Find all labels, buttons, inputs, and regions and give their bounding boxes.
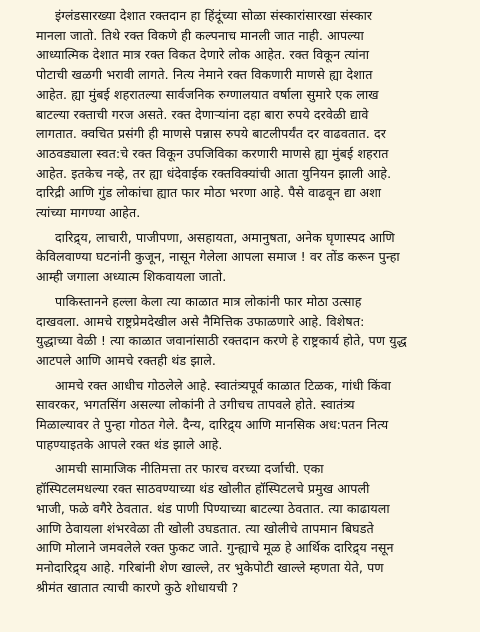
text-line: आठवड्याला स्वत:चे रक्त विकून उपजिविका करणारी माणसे ह्या मुंबई शहरात — [36, 145, 389, 161]
text-line: पाहण्याइतके आपले रक्त थंड झाले आहे. — [36, 436, 223, 452]
text-line: भाजी, फळे वगैरे ठेवतात. थंड पाणी पिण्याच्या बाटल्या ठेवतात. त्या काढायला — [36, 500, 390, 516]
text-line: केविलवाण्या घटनांनी कुजून, नासून गेलेला आपला समाज ! वर तोंड करून पुन्हा — [36, 249, 400, 265]
text-line: इंग्लंडसारख्या देशात रक्तदान हा हिंदूंच्या सोळा संस्कारांसारखा संस्कार — [55, 8, 373, 23]
text-line: मानला जातो. तिथे रक्त विकणे ही कल्पनाच मानली जात नाही. आपल्या — [36, 27, 364, 43]
paragraph-5 — [17, 459, 466, 597]
text-line: आध्यात्मिक देशात मात्र रक्त विकत देणारे लोक आहेत. रक्त विकून त्यांना — [36, 47, 370, 63]
paragraph-2 — [17, 228, 466, 287]
text-line: लागतात. क्वचित प्रसंगी ही माणसे पन्नास रुपये बाटलीपर्यंत दर वाढवतात. दर — [36, 126, 387, 142]
text-line: मनोदारिद्र्य आहे. गरिबांनी शेण खाल्ले, तर भुकेपोटी खाल्ले म्हणता येते, पण — [36, 559, 384, 575]
text-line: बाटल्या रक्ताची गरज असते. रक्त देणाऱ्यांना दहा बारा रुपये दरवेळी द्यावे — [36, 106, 369, 122]
text-line: आणि मोलाने जमवलेले रक्त फुकट जाते. गुन्ह्याचे मूळ हे आर्थिक दारिद्र्य नसून — [36, 540, 394, 556]
text-line: मिळाल्यावर ते पुन्हा गोठत गेले. दैन्य, दारिद्र्य आणि मानसिक अध:पतन नित्य — [36, 417, 389, 433]
text-line: श्रीमंत खातात त्याची कारणे कुठे शोधायची ? — [36, 579, 239, 595]
text-line: आम्ही जगाला अध्यात्म शिकवायला जातो. — [36, 269, 227, 285]
text-line: आमची सामाजिक नीतिमत्ता तर फारच वरच्या दर्जाची. एका — [55, 461, 324, 477]
paragraph-3 — [17, 292, 466, 371]
text-line: दाखवला. आमचे राष्ट्रप्रेमदेखील असे नैमित्तिक उफाळणारे आहे. विशेषत: — [36, 313, 365, 329]
text-line: आटपले आणि आमचे रक्तही थंड झाले. — [36, 352, 216, 368]
paragraph-1 — [17, 6, 466, 223]
paragraph-4 — [17, 376, 466, 455]
text-line: त्यांच्या मागण्या आहेत. — [36, 205, 141, 221]
text-line: दारिद्री आणि गुंड लोकांचा ह्यात फार मोठा भरणा आहे. पैसे वाढवून द्या अशा — [36, 185, 382, 201]
text-line: आहेत. ह्या मुंबई शहरातल्या सार्वजनिक रुग्णालयात वर्षाला सुमारे एक लाख — [36, 86, 379, 102]
text-line: युद्धाच्या वेळी ! त्या काळात जवानांसाठी रक्तदान करणे हे राष्ट्रकार्य होते, पण युद्ध — [36, 333, 407, 349]
text-line: आहेत. इतकेच नव्हे, तर ह्या धंदेवाईक रक्तविक्यांची आता युनियन झाली आहे. — [36, 165, 392, 181]
text-line: पाकिस्तानने हल्ला केला त्या काळात मात्र लोकांनी फार मोठा उत्साह — [55, 293, 362, 309]
text-line: आमचे रक्त आधीच गोठलेले आहे. स्वातंत्र्यपूर्व काळात टिळक, गांधी किंवा — [55, 377, 391, 393]
text-line: दारिद्र्य, लाचारी, पाजीपणा, असहायता, अमानुषता, अनेक घृणास्पद आणि — [55, 229, 395, 245]
text-line: हॉस्पिटलमधल्या रक्त साठवण्याच्या थंड खोलीत हॉस्पिटलचे प्रमुख आपली — [36, 481, 370, 497]
text-line: आणि ठेवायला शंभरवेळा ती खोली उघडतात. त्या खोलीचे तापमान बिघडते — [36, 520, 374, 536]
text-line: सावरकर, भगतसिंग असल्या लोकांनी ते उगीचच तापवले होते. स्वातंत्र्य — [36, 397, 355, 413]
text-line: पोटाची खळगी भरावी लागते. नित्य नेमाने रक्त विकणारी माणसे ह्या देशात — [36, 67, 373, 83]
